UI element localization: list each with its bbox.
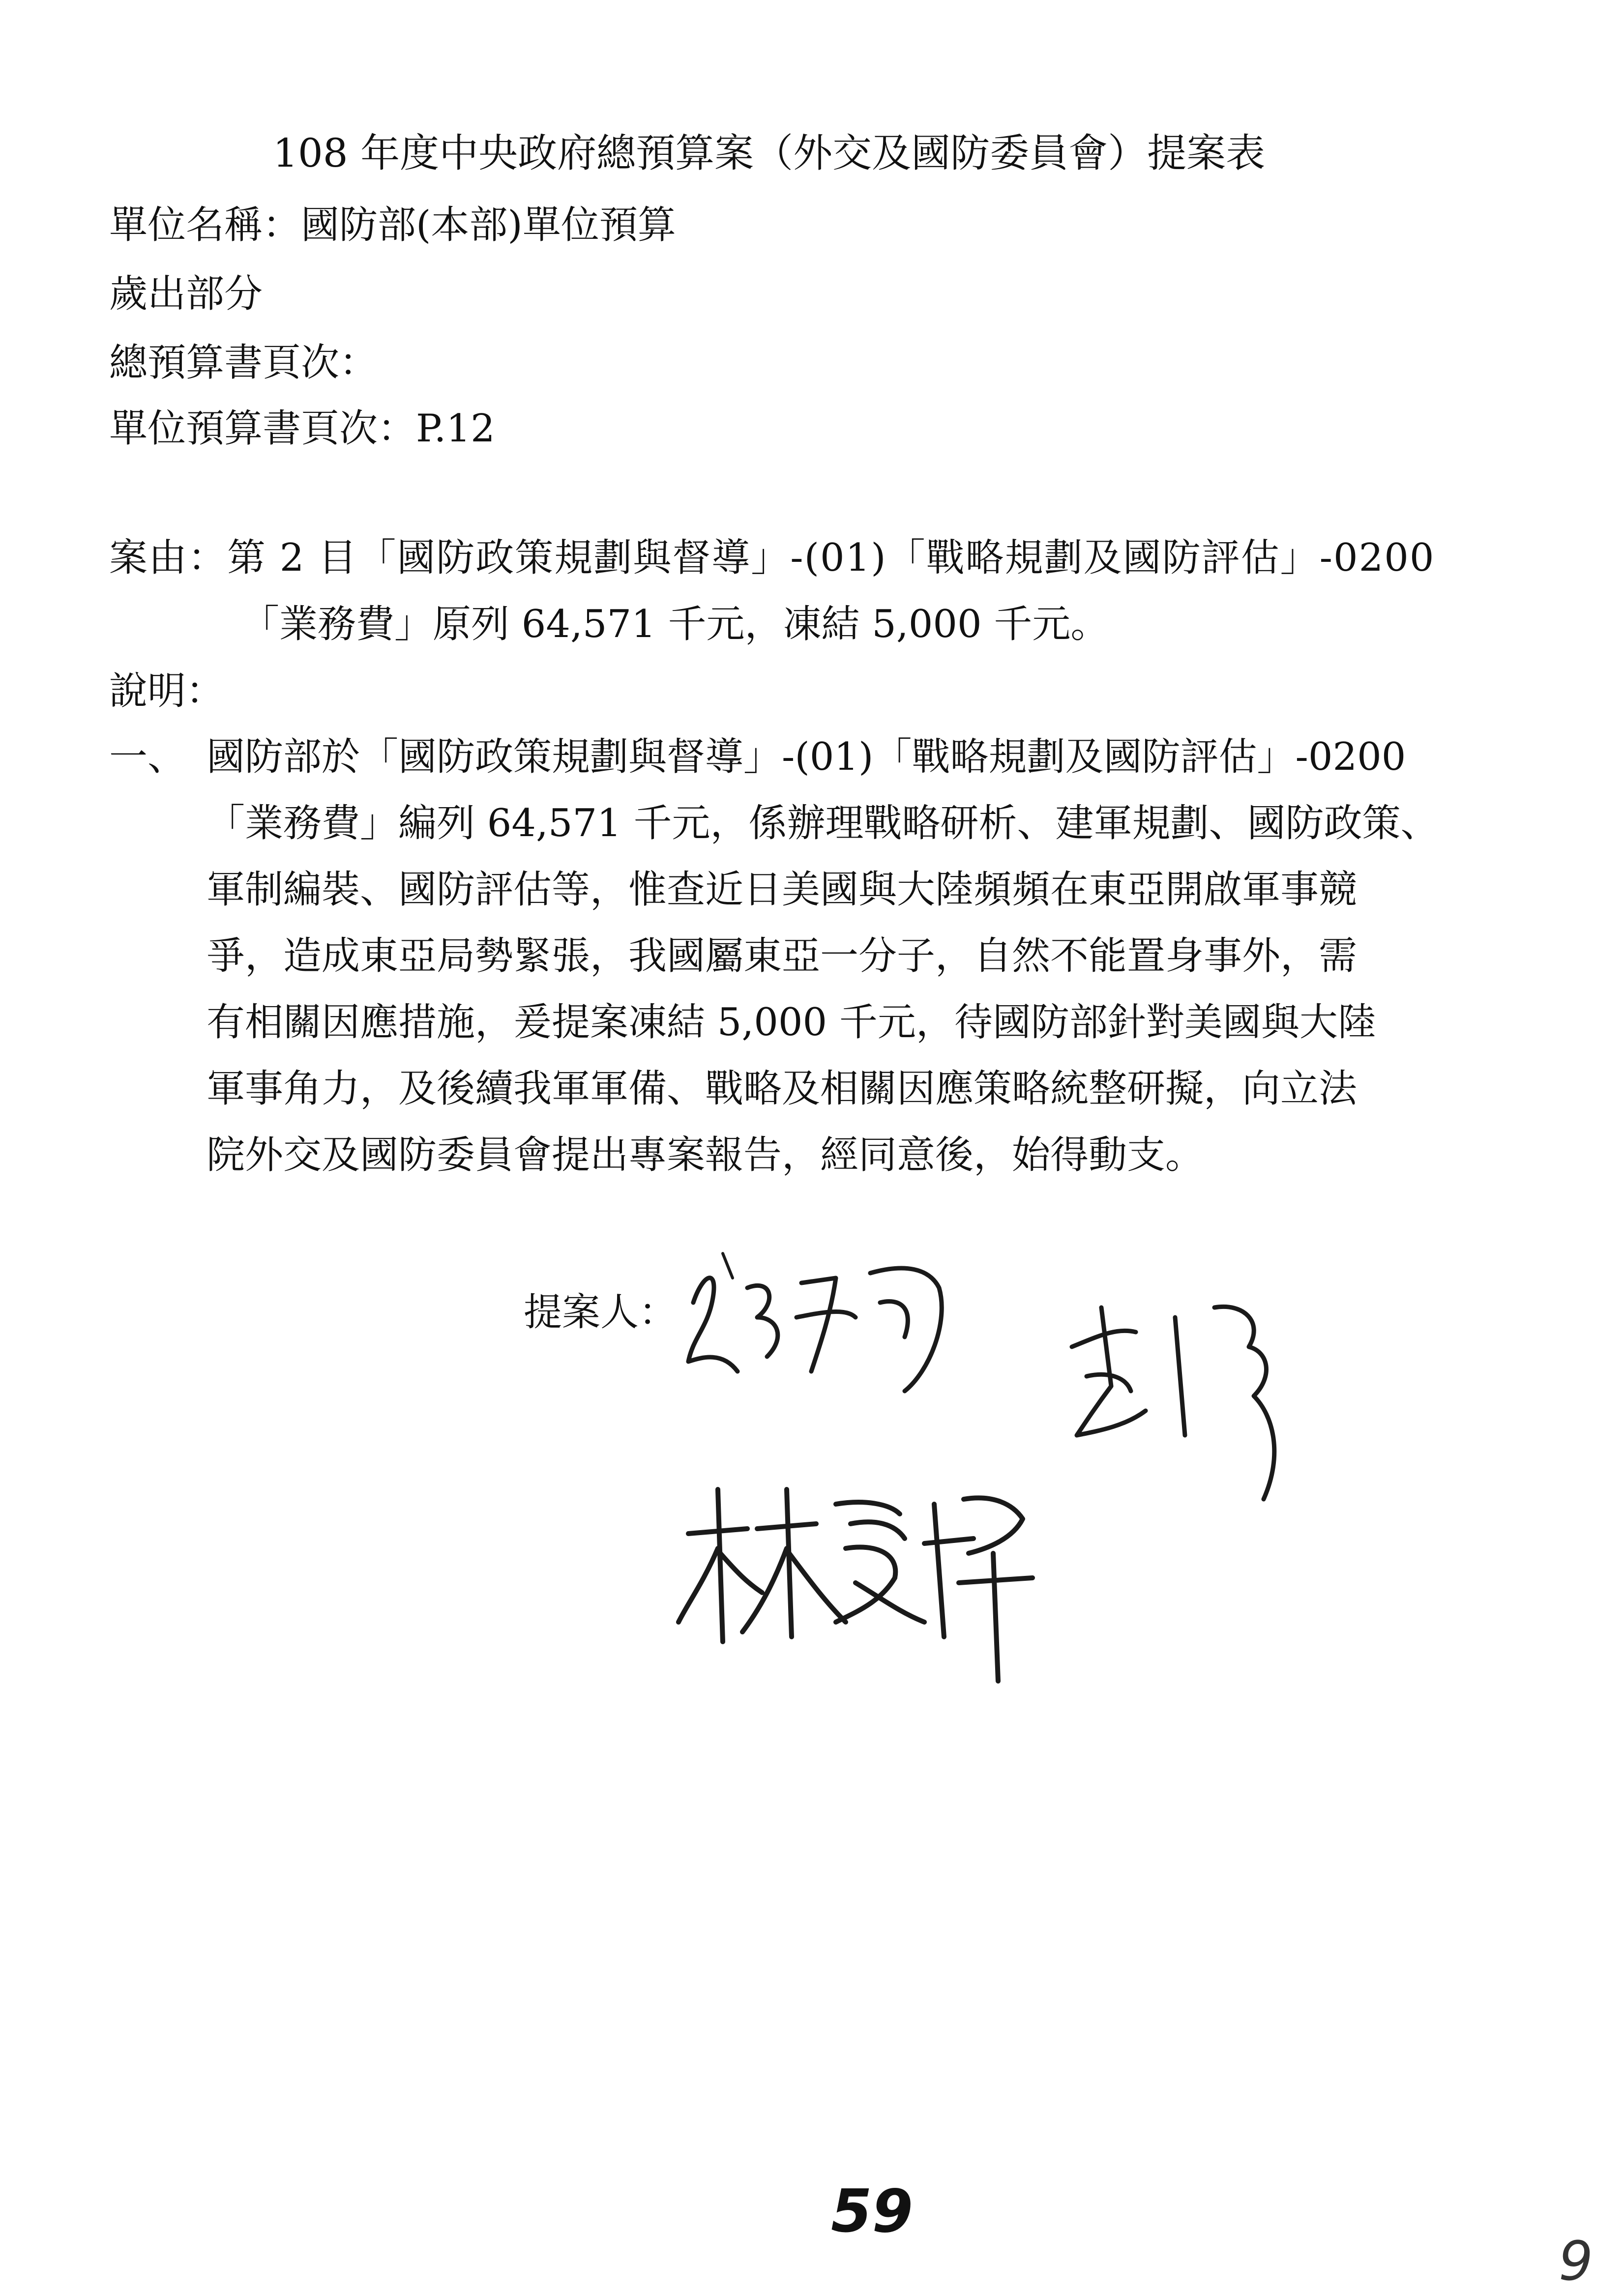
case-reason-line-1: 案由：第 2 目「國防政策規劃與督導」-(01)「戰略規劃及國防評估」-0200 [109,536,1435,580]
item-line: 爭，造成東亞局勢緊張，我國屬東亞一分子，自然不能置身事外，需 [207,934,1358,978]
item-line: 軍制編裝、國防評估等，惟查近日美國與大陸頻頻在東亞開啟軍事競 [207,868,1358,912]
page-number: 59 [831,2178,913,2246]
case-reason-line-2: 「業務費」原列 64,571 千元，凍結 5,000 千元。 [241,602,1109,646]
item-line: 有相關因應措施，爰提案凍結 5,000 千元，待國防部針對美國與大陸 [207,1000,1376,1045]
document-title: 108 年度中央政府總預算案（外交及國防委員會）提案表 [273,130,1266,176]
item-line: 院外交及國防委員會提出專案報告，經同意後，始得動支。 [207,1133,1204,1177]
unit-name: 單位名稱：國防部(本部)單位預算 [109,203,676,247]
explanation-label: 說明： [109,669,225,713]
item-line: 「業務費」編列 64,571 千元，係辦理戰略研析、建軍規劃、國防政策、 [207,801,1439,845]
proposer-label: 提案人： [524,1290,678,1335]
item-line: 國防部於「國防政策規劃與督導」-(01)「戰略規劃及國防評估」-0200 [207,735,1406,779]
total-budget-page: 總預算書頁次： [109,341,378,385]
item-number: 一、 [109,735,186,779]
signature-1 [674,1244,978,1470]
signature-3 [669,1475,1052,1701]
signature-2 [1057,1288,1303,1563]
item-line: 軍事角力，及後續我軍軍備、戰略及相關因應策略統整研擬，向立法 [207,1067,1358,1111]
section-label: 歲出部分 [109,272,263,316]
unit-budget-page: 單位預算書頁次：P.12 [109,407,495,451]
corner-number: 9 [1559,2230,1593,2293]
